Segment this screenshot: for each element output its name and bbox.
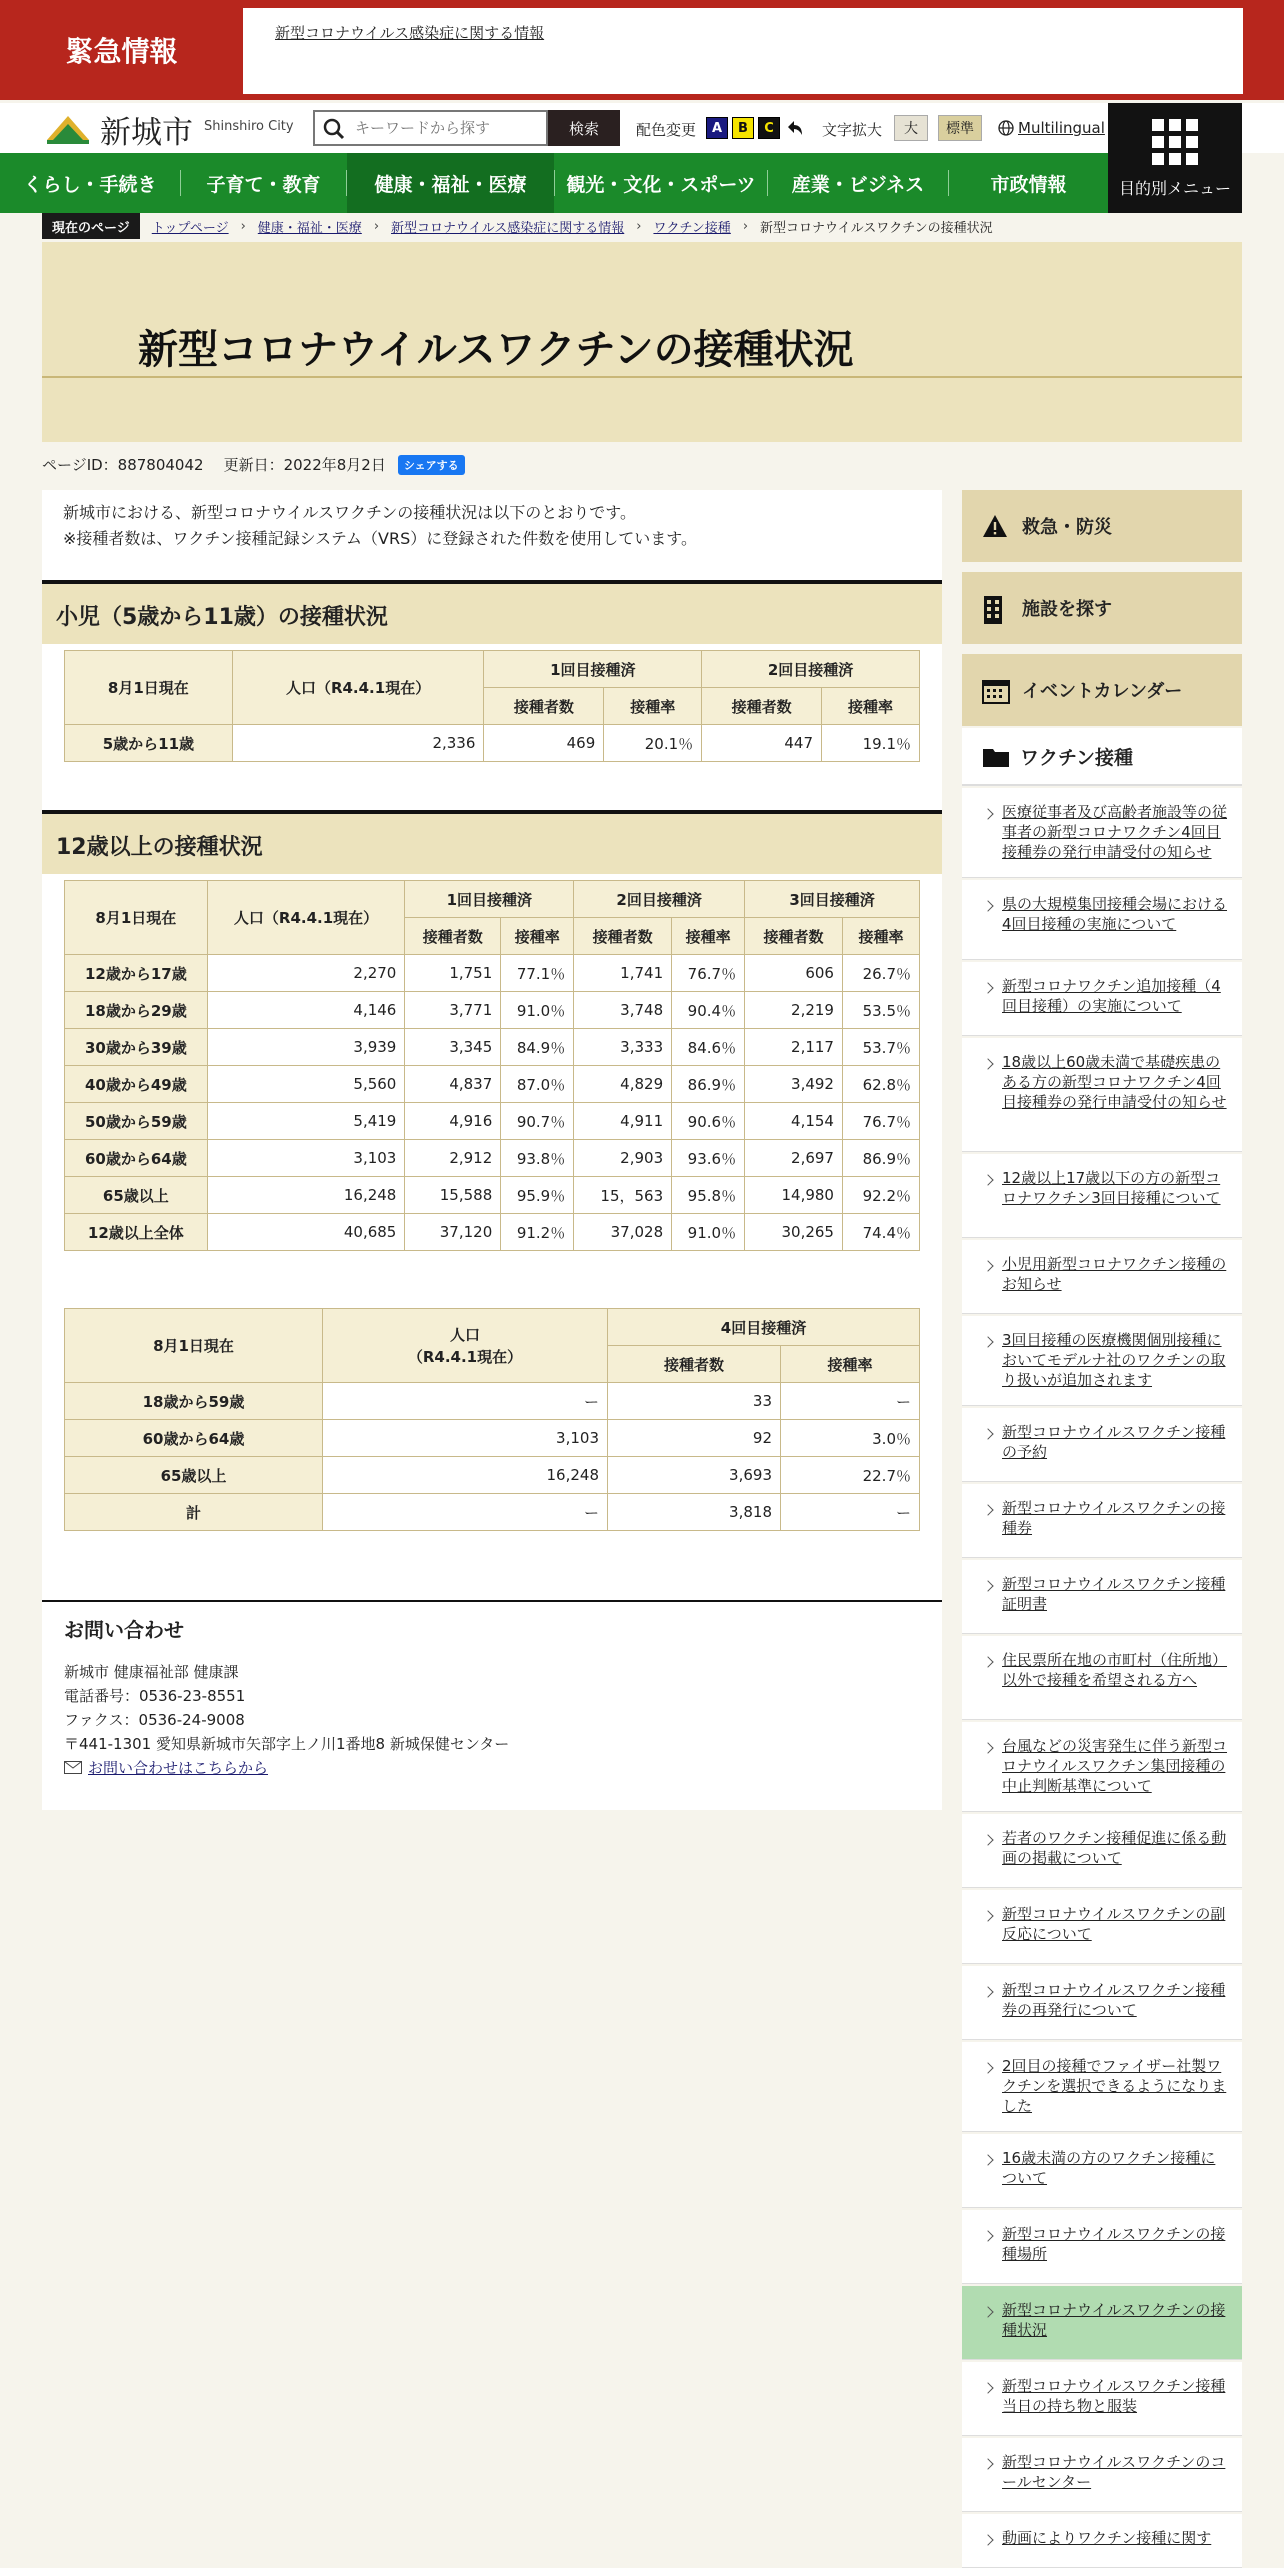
main-content xyxy=(42,490,942,1810)
header-population: 人口（R4.4.1現在） xyxy=(232,651,484,725)
cell-population: 16,248 xyxy=(207,1177,405,1214)
cell-rate: 26.7％ xyxy=(842,955,919,992)
search-box xyxy=(313,110,548,146)
nav-industry[interactable]: 産業・ビジネス xyxy=(791,173,925,196)
cell-count: 4,154 xyxy=(745,1103,843,1140)
sidebar-list-item[interactable] xyxy=(962,1814,1242,1888)
cell-rate: 91.0％ xyxy=(672,1214,745,1251)
sidebar-list-item[interactable] xyxy=(962,1154,1242,1238)
row-label: 30歳から39歳 xyxy=(65,1029,208,1066)
nav-living[interactable]: くらし・手続き xyxy=(23,173,157,196)
sidebar-list-link[interactable]: 新型コロナウイルスワクチン接種証明書 xyxy=(1002,1575,1226,1613)
sidebar-list-link[interactable]: 18歳以上60歳未満で基礎疾患のある方の新型コロナワクチン4回目接種券の発行申請受付の知らせ xyxy=(1002,1053,1227,1111)
cell-rate: 86.9％ xyxy=(672,1066,745,1103)
row-label: 12歳から17歳 xyxy=(65,955,208,992)
sidebar-list-item[interactable] xyxy=(962,1484,1242,1558)
header-population xyxy=(323,1309,608,1383)
sidebar-list-link[interactable]: 3回目接種の医療機関個別接種においてモデルナ社のワクチンの取り扱いが追加されます xyxy=(1002,1331,1226,1389)
cell-population: 5,560 xyxy=(207,1066,405,1103)
cell-rate: 77.1％ xyxy=(501,955,574,992)
sidebar-list-link[interactable]: 2回目の接種でファイザー社製ワクチンを選択できるようになりました xyxy=(1002,2057,1227,2115)
cell-rate: ー xyxy=(781,1494,920,1531)
sidebar-list-link[interactable]: 台風などの災害発生に伴う新型コロナウイルスワクチン集団接種の中止判断基準について xyxy=(1002,1737,1228,1795)
cell-rate: 95.8％ xyxy=(672,1177,745,1214)
row-label: 60歳から64歳 xyxy=(65,1420,323,1457)
cell-rate: 76.7％ xyxy=(672,955,745,992)
emergency-bar xyxy=(0,0,1284,100)
cell-rate: 90.7％ xyxy=(501,1103,574,1140)
cell-rate: 84.9％ xyxy=(501,1029,574,1066)
cell-rate: 93.8％ xyxy=(501,1140,574,1177)
emergency-label: 緊急情報 xyxy=(65,35,178,68)
row-label: 5歳から11歳 xyxy=(65,725,233,762)
table-row xyxy=(65,992,920,1029)
sidebar-list-link[interactable]: 新型コロナウイルスワクチン接種の予約 xyxy=(1002,1423,1226,1461)
row-label: 50歳から59歳 xyxy=(65,1103,208,1140)
sidebar-list-link[interactable]: 新型コロナウイルスワクチンの副反応について xyxy=(1002,1905,1226,1943)
row-label: 18歳から29歳 xyxy=(65,992,208,1029)
sidebar-list-item[interactable] xyxy=(962,1560,1242,1634)
breadcrumb-chevron-icon: › xyxy=(373,218,380,234)
globe-icon xyxy=(998,120,1014,136)
sidebar-list-item[interactable] xyxy=(962,1038,1242,1152)
sidebar-list-item[interactable] xyxy=(962,2438,1242,2512)
color-b-button[interactable]: B xyxy=(732,117,754,139)
sidebar-list-item[interactable] xyxy=(962,2362,1242,2436)
breadcrumb xyxy=(42,213,1242,239)
table-row xyxy=(65,725,920,762)
city-name-en: Shinshiro City xyxy=(204,119,294,134)
contact-divider xyxy=(42,1600,942,1602)
table-row xyxy=(65,1177,920,1214)
sidebar-list-item[interactable] xyxy=(962,2134,1242,2208)
table-row xyxy=(65,1420,920,1457)
section-heading-text: 12歳以上の接種状況 xyxy=(56,835,263,860)
page-id: ページID：887804042 xyxy=(42,456,204,474)
section-heading xyxy=(42,810,942,874)
color-a-button[interactable]: A xyxy=(706,117,728,139)
cell-count: 469 xyxy=(484,725,604,762)
row-label: 12歳以上全体 xyxy=(65,1214,208,1251)
contact-address: 〒441-1301 愛知県新城市矢部字上ノ川1番地8 新城保健センター xyxy=(64,1735,510,1753)
cell-count: 3,771 xyxy=(405,992,501,1029)
cell-count: 2,219 xyxy=(745,992,843,1029)
breadcrumb-current-label: 現在のページ xyxy=(42,213,140,239)
contact-block xyxy=(64,1618,509,1780)
sidebar-list-link[interactable]: 新型コロナウイルスワクチンの接種状況 xyxy=(1002,2301,1226,2339)
page-title: 新型コロナウイルスワクチンの接種状況 xyxy=(138,327,854,373)
cell-count: 1,741 xyxy=(574,955,672,992)
cell-population: 5,419 xyxy=(207,1103,405,1140)
cell-population: 3,103 xyxy=(207,1140,405,1177)
sidebar-list-link[interactable]: 新型コロナウイルスワクチン接種当日の持ち物と服装 xyxy=(1002,2377,1226,2415)
sidebar-list-link[interactable]: 新型コロナワクチン追加接種（4回目接種）の実施について xyxy=(1002,977,1221,1015)
nav-tourism[interactable]: 観光・文化・スポーツ xyxy=(566,173,756,196)
cell-count: 14,980 xyxy=(745,1177,843,1214)
sidebar-facility-button[interactable] xyxy=(962,572,1242,644)
search-icon xyxy=(323,118,345,140)
header-population: 人口（R4.4.1現在） xyxy=(207,881,405,955)
sidebar-list-item[interactable] xyxy=(962,962,1242,1036)
fourth-dose-table xyxy=(64,1308,920,1531)
cell-count: 92 xyxy=(608,1420,781,1457)
header-rate: 接種率 xyxy=(672,918,745,955)
sidebar-list-link[interactable]: 県の大規模集団接種会場における4回目接種の実施について xyxy=(1002,895,1228,933)
row-label: 計 xyxy=(65,1494,323,1531)
header-date: 8月1日現在 xyxy=(65,1309,323,1383)
cell-population: 3,103 xyxy=(323,1420,608,1457)
sidebar-list-item[interactable] xyxy=(962,1966,1242,2040)
cell-count: 3,333 xyxy=(574,1029,672,1066)
sidebar-list-link[interactable]: 住民票所在地の市町村（住所地）以外で接種を希望される方へ xyxy=(1002,1651,1228,1689)
cell-rate: 93.6％ xyxy=(672,1140,745,1177)
header-dose1: 1回目接種済 xyxy=(484,651,702,688)
emergency-box xyxy=(243,8,1243,94)
breadcrumb-chevron-icon: › xyxy=(240,218,246,234)
reset-color-icon[interactable] xyxy=(784,117,806,139)
header-date: 8月1日現在 xyxy=(65,881,208,955)
sidebar-list-item[interactable] xyxy=(962,880,1242,960)
header-count: 接種者数 xyxy=(608,1346,781,1383)
cell-count: 15，563 xyxy=(574,1177,672,1214)
header-rate: 接種率 xyxy=(822,688,920,725)
sidebar-list-item[interactable] xyxy=(962,1722,1242,1812)
breadcrumb-link[interactable]: 新型コロナウイルス感染症に関する情報 xyxy=(391,220,625,236)
breadcrumb-link[interactable]: ワクチン接種 xyxy=(653,220,731,236)
sidebar-list-heading-text: ワクチン接種 xyxy=(1020,746,1134,769)
cell-count: 447 xyxy=(702,725,822,762)
table-row xyxy=(65,1140,920,1177)
title-divider xyxy=(42,376,1242,378)
cell-count: 3,748 xyxy=(574,992,672,1029)
sidebar-list-item-active[interactable] xyxy=(962,2286,1242,2360)
nav-childcare[interactable]: 子育て・教育 xyxy=(206,173,321,196)
header-count: 接種者数 xyxy=(745,918,843,955)
sidebar-list-item[interactable] xyxy=(962,1316,1242,1406)
header-dose4: 4回目接種済 xyxy=(608,1309,920,1346)
cell-population: 3,939 xyxy=(207,1029,405,1066)
font-large-button[interactable]: 大 xyxy=(894,115,928,141)
child-vaccination-table xyxy=(64,650,920,762)
section-heading xyxy=(42,580,942,644)
search-button[interactable]: 検索 xyxy=(548,110,620,146)
mail-icon xyxy=(64,1761,82,1774)
cell-count: 2,903 xyxy=(574,1140,672,1177)
cell-count: 4,837 xyxy=(405,1066,501,1103)
cell-rate: 87.0％ xyxy=(501,1066,574,1103)
cell-population: 2,270 xyxy=(207,955,405,992)
multilingual-link[interactable] xyxy=(998,119,1105,137)
font-normal-button[interactable]: 標準 xyxy=(938,115,982,141)
sidebar-emergency-button[interactable] xyxy=(962,490,1242,562)
sidebar-list-item[interactable] xyxy=(962,2210,1242,2284)
sidebar-list-link[interactable]: 医療従事者及び高齢者施設等の従事者の新型コロナワクチン4回目接種券の発行申請受付の知らせ xyxy=(1002,803,1228,861)
intro-text xyxy=(63,500,697,552)
multilingual-text[interactable]: Multilingual xyxy=(1018,119,1105,137)
contact-heading: お問い合わせ xyxy=(64,1618,184,1642)
table-row xyxy=(65,1383,920,1420)
cell-count: 3,693 xyxy=(608,1457,781,1494)
building-icon xyxy=(982,596,1004,624)
sidebar-events-button[interactable] xyxy=(962,654,1242,726)
row-label: 60歳から64歳 xyxy=(65,1140,208,1177)
header-population-line: （R4.4.1現在） xyxy=(407,1347,523,1366)
header-count: 接種者数 xyxy=(484,688,604,725)
sidebar-emergency-label: 救急・防災 xyxy=(1022,517,1112,538)
header xyxy=(0,103,1284,153)
cell-count: 33 xyxy=(608,1383,781,1420)
table-row xyxy=(65,1457,920,1494)
cell-rate: 53.7％ xyxy=(842,1029,919,1066)
city-name[interactable]: 新城市 xyxy=(100,115,193,151)
header-dose2: 2回目接種済 xyxy=(702,651,920,688)
page-meta xyxy=(42,454,465,475)
cell-count: 3,818 xyxy=(608,1494,781,1531)
contact-tel: 電話番号：0536-23-8551 xyxy=(64,1687,246,1705)
table-row xyxy=(65,1494,920,1531)
cell-population: 2,336 xyxy=(232,725,484,762)
purpose-menu-label: 目的別メニュー xyxy=(1118,179,1231,198)
calendar-icon xyxy=(982,678,1010,704)
sidebar-list-link[interactable]: 動画によりワクチン接種に関す xyxy=(1002,2529,1212,2547)
row-label: 65歳以上 xyxy=(65,1177,208,1214)
breadcrumb-link[interactable]: トップページ xyxy=(151,220,229,236)
header-rate: 接種率 xyxy=(604,688,702,725)
facebook-share-button[interactable]: シェアする xyxy=(398,455,465,475)
sidebar-list-item[interactable] xyxy=(962,1636,1242,1720)
sidebar-list-link[interactable]: 新型コロナウイルスワクチンの接種場所 xyxy=(1002,2225,1226,2263)
cell-population: 40,685 xyxy=(207,1214,405,1251)
cell-rate: 91.0％ xyxy=(501,992,574,1029)
purpose-menu-button[interactable] xyxy=(1108,103,1242,213)
breadcrumb-link[interactable]: 健康・福祉・医療 xyxy=(257,220,362,236)
header-dose1: 1回目接種済 xyxy=(405,881,574,918)
sidebar-list-link[interactable]: 小児用新型コロナワクチン接種のお知らせ xyxy=(1002,1255,1227,1293)
cell-count: 3,345 xyxy=(405,1029,501,1066)
cell-rate: 95.9％ xyxy=(501,1177,574,1214)
cell-count: 4,916 xyxy=(405,1103,501,1140)
header-rate: 接種率 xyxy=(781,1346,920,1383)
cell-rate: 20.1％ xyxy=(604,725,702,762)
cell-rate: 90.6％ xyxy=(672,1103,745,1140)
header-date: 8月1日現在 xyxy=(65,651,233,725)
cell-rate: 91.2％ xyxy=(501,1214,574,1251)
cell-count: 30,265 xyxy=(745,1214,843,1251)
header-rate: 接種率 xyxy=(842,918,919,955)
sidebar-list-link[interactable]: 16歳未満の方のワクチン接種について xyxy=(1002,2149,1216,2187)
table-row xyxy=(65,955,920,992)
sidebar-list-item[interactable] xyxy=(962,788,1242,878)
sidebar-list-item[interactable] xyxy=(962,2514,1242,2568)
contact-form-row xyxy=(64,1756,509,1780)
contact-dept: 新城市 健康福祉部 健康課 xyxy=(64,1663,239,1681)
cell-count: 2,912 xyxy=(405,1140,501,1177)
emergency-link[interactable]: 新型コロナウイルス感染症に関する情報 xyxy=(275,24,545,42)
header-count: 接種者数 xyxy=(702,688,822,725)
global-nav xyxy=(0,153,1108,213)
sidebar-list-item[interactable] xyxy=(962,1890,1242,1964)
sidebar-list-item[interactable] xyxy=(962,1408,1242,1482)
cell-count: 4,829 xyxy=(574,1066,672,1103)
search-input[interactable] xyxy=(355,116,535,140)
cell-rate: 90.4％ xyxy=(672,992,745,1029)
breadcrumb-chevron-icon: › xyxy=(636,218,642,234)
sidebar-list-link[interactable]: 新型コロナウイルスワクチンのコールセンター xyxy=(1002,2453,1226,2491)
cell-rate: 86.9％ xyxy=(842,1140,919,1177)
cell-count: 2,117 xyxy=(745,1029,843,1066)
sidebar-list-link[interactable]: 12歳以上17歳以下の方の新型コロナワクチン3回目接種について xyxy=(1002,1169,1221,1207)
header-count: 接種者数 xyxy=(574,918,672,955)
cell-count: 606 xyxy=(745,955,843,992)
sidebar-list-link[interactable]: 若者のワクチン接種促進に係る動画の掲載について xyxy=(1002,1829,1227,1867)
cell-count: 15,588 xyxy=(405,1177,501,1214)
sidebar-list-heading xyxy=(962,728,1242,786)
color-c-button[interactable]: C xyxy=(758,117,780,139)
cell-rate: 92.2％ xyxy=(842,1177,919,1214)
updated-date: 更新日：2022年8月2日 xyxy=(223,456,386,474)
sidebar-list-item[interactable] xyxy=(962,2042,1242,2132)
cell-rate: 84.6％ xyxy=(672,1029,745,1066)
sidebar-list-link[interactable]: 新型コロナウイルスワクチン接種券の再発行について xyxy=(1002,1981,1226,2019)
table-row xyxy=(65,1214,920,1251)
cell-count: 3,492 xyxy=(745,1066,843,1103)
breadcrumb-chevron-icon: › xyxy=(742,218,749,234)
cell-rate: 19.1％ xyxy=(822,725,920,762)
sidebar-facility-label: 施設を探す xyxy=(1022,599,1112,620)
row-label: 18歳から59歳 xyxy=(65,1383,323,1420)
header-dose3: 3回目接種済 xyxy=(745,881,920,918)
table-row xyxy=(65,1029,920,1066)
font-size-label: 文字拡大 xyxy=(822,121,883,139)
cell-count: 1,751 xyxy=(405,955,501,992)
color-change-label: 配色変更 xyxy=(636,121,697,139)
cell-rate: 3.0％ xyxy=(781,1420,920,1457)
table-row xyxy=(65,1103,920,1140)
cell-population: 4,146 xyxy=(207,992,405,1029)
nav-administration[interactable]: 市政情報 xyxy=(990,173,1067,196)
row-label: 65歳以上 xyxy=(65,1457,323,1494)
header-population-line: 人口 xyxy=(449,1325,480,1344)
folder-icon xyxy=(982,746,1010,768)
cell-rate: 62.8％ xyxy=(842,1066,919,1103)
cell-rate: 74.4％ xyxy=(842,1214,919,1251)
sidebar-events-label: イベントカレンダー xyxy=(1022,681,1183,702)
adult-vaccination-table xyxy=(64,880,920,1251)
header-dose2: 2回目接種済 xyxy=(574,881,745,918)
cell-rate: 53.5％ xyxy=(842,992,919,1029)
cell-count: 37,028 xyxy=(574,1214,672,1251)
page-title-band xyxy=(42,242,1242,442)
breadcrumb-current: 新型コロナウイルスワクチンの接種状況 xyxy=(760,220,993,236)
intro-line: 新城市における、新型コロナウイルスワクチンの接種状況は以下のとおりです。 xyxy=(63,503,636,522)
city-logo-icon[interactable] xyxy=(45,110,91,146)
sidebar-list-item[interactable] xyxy=(962,1240,1242,1314)
row-label: 40歳から49歳 xyxy=(65,1066,208,1103)
contact-form-link[interactable]: お問い合わせはこちらから xyxy=(88,1759,269,1777)
cell-rate: 76.7％ xyxy=(842,1103,919,1140)
cell-count: 37,120 xyxy=(405,1214,501,1251)
cell-population: ー xyxy=(323,1494,608,1531)
section-heading-text: 小児（5歳から11歳）の接種状況 xyxy=(56,605,388,630)
cell-count: 2,697 xyxy=(745,1140,843,1177)
cell-count: 4,911 xyxy=(574,1103,672,1140)
warning-icon xyxy=(982,514,1008,538)
cell-population: ー xyxy=(323,1383,608,1420)
cell-rate: 22.7％ xyxy=(781,1457,920,1494)
cell-rate: ー xyxy=(781,1383,920,1420)
cell-population: 16,248 xyxy=(323,1457,608,1494)
contact-fax: ファクス：0536-24-9008 xyxy=(64,1711,245,1729)
grid-menu-icon xyxy=(1152,119,1198,165)
sidebar-list-link[interactable]: 新型コロナウイルスワクチンの接種券 xyxy=(1002,1499,1226,1537)
header-count: 接種者数 xyxy=(405,918,501,955)
header-rate: 接種率 xyxy=(501,918,574,955)
intro-line: ※接種者数は、ワクチン接種記録システム（VRS）に登録された件数を使用しています。 xyxy=(63,529,697,548)
table-row xyxy=(65,1066,920,1103)
nav-health[interactable]: 健康・福祉・医療 xyxy=(347,153,554,213)
